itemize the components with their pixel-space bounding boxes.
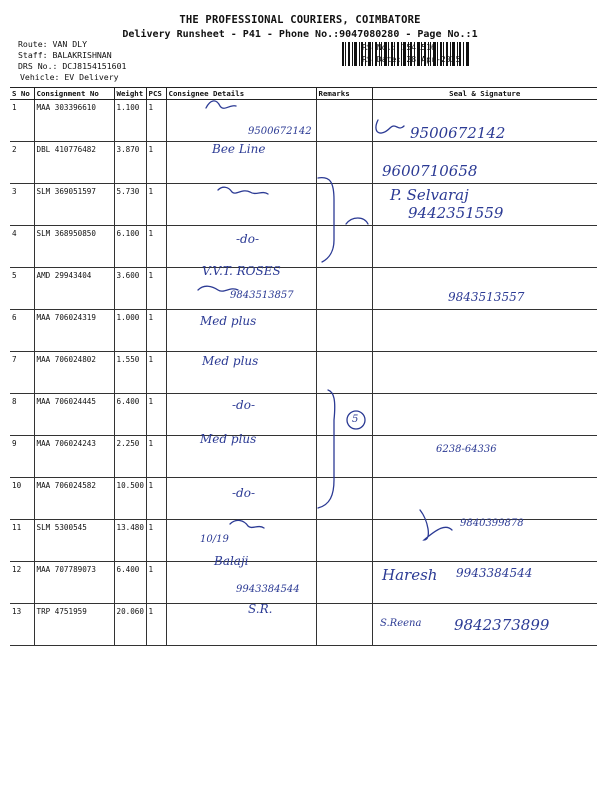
rs-number: RS No.: 1541516 [362, 42, 436, 52]
handwritten-consignee: Balaji [214, 554, 249, 568]
col-header-sno: S No [10, 88, 34, 100]
cell-sno: 5 [10, 268, 34, 310]
col-header-remarks: Remarks [316, 88, 372, 100]
handwritten-signature: Haresh [382, 566, 438, 584]
cell-pcs: 1 [146, 184, 166, 226]
cell-sno: 12 [10, 562, 34, 604]
cell-consignment: MAA 706024243 [34, 436, 114, 478]
cell-sno: 8 [10, 394, 34, 436]
table-row [10, 478, 597, 520]
handwritten-phone: 9442351559 [408, 204, 504, 222]
cell-pcs: 1 [146, 478, 166, 520]
handwritten-signature: P. Selvaraj [390, 186, 469, 204]
cell-weight: 6.400 [114, 562, 146, 604]
cell-weight: 1.100 [114, 100, 146, 142]
cell-weight: 1.550 [114, 352, 146, 394]
handwritten-phone: 9600710658 [382, 162, 478, 180]
cell-consignment: SLM 369051597 [34, 184, 114, 226]
handwritten-phone: 9843513857 [230, 290, 294, 301]
handwritten-phone: 9500672142 [410, 124, 506, 142]
cell-remarks [316, 562, 372, 604]
table-row [10, 184, 597, 226]
cell-sno: 10 [10, 478, 34, 520]
staff-label: Staff: BALAKRISHNAN [18, 50, 112, 60]
cell-signature [372, 478, 597, 520]
handwritten-consignee: S.R. [248, 602, 273, 616]
table-header-row [10, 88, 597, 100]
cell-remarks [316, 604, 372, 646]
col-header-signature: Seal & Signature [372, 88, 597, 100]
cell-consignment: AMD 29943404 [34, 268, 114, 310]
cell-signature [372, 226, 597, 268]
table-row [10, 436, 597, 478]
cell-pcs: 1 [146, 394, 166, 436]
handwritten-phone: 9943384544 [456, 566, 533, 580]
cell-pcs: 1 [146, 142, 166, 184]
cell-pcs: 1 [146, 520, 166, 562]
cell-consignment: MAA 707789073 [34, 562, 114, 604]
cell-weight: 10.500 [114, 478, 146, 520]
cell-remarks [316, 352, 372, 394]
cell-weight: 1.000 [114, 310, 146, 352]
cell-weight: 3.870 [114, 142, 146, 184]
table-row [10, 310, 597, 352]
cell-sno: 1 [10, 100, 34, 142]
rs-date: RS Date: 28-Apr-2025 [362, 54, 461, 64]
handwritten-consignee: 10/19 [200, 534, 229, 545]
handwritten-phone: 9943384544 [236, 584, 300, 595]
cell-signature [372, 352, 597, 394]
route-label: Route: VAN DLY [18, 39, 88, 49]
cell-weight: 5.730 [114, 184, 146, 226]
cell-weight: 2.250 [114, 436, 146, 478]
cell-remarks [316, 226, 372, 268]
handwritten-ditto: -do- [232, 398, 256, 412]
col-header-weight: Weight [114, 88, 146, 100]
cell-consignment: MAA 706024802 [34, 352, 114, 394]
cell-weight: 13.480 [114, 520, 146, 562]
vehicle-label: Vehicle: EV Delivery [20, 72, 119, 82]
cell-sno: 13 [10, 604, 34, 646]
cell-pcs: 1 [146, 268, 166, 310]
table-row [10, 226, 597, 268]
cell-sno: 9 [10, 436, 34, 478]
cell-remarks [316, 184, 372, 226]
cell-consignment: MAA 706024582 [34, 478, 114, 520]
cell-remarks [316, 268, 372, 310]
cell-sno: 11 [10, 520, 34, 562]
handwritten-ditto: -do- [236, 232, 260, 246]
cell-remarks [316, 310, 372, 352]
cell-signature [372, 310, 597, 352]
handwritten-consignee: Med plus [202, 354, 259, 368]
table-row [10, 394, 597, 436]
col-header-consignment: Consignment No [34, 88, 114, 100]
cell-remarks [316, 520, 372, 562]
handwritten-phone: 9843513557 [448, 290, 525, 304]
cell-consignment: MAA 706024445 [34, 394, 114, 436]
cell-sno: 2 [10, 142, 34, 184]
handwritten-phone: 6238-64336 [436, 444, 497, 455]
cell-weight: 6.100 [114, 226, 146, 268]
cell-sno: 4 [10, 226, 34, 268]
cell-pcs: 1 [146, 436, 166, 478]
cell-pcs: 1 [146, 310, 166, 352]
page-subtitle: Delivery Runsheet - P41 - Phone No.:9047080280 - Page No.:1 [122, 29, 478, 40]
handwritten-consignee: Med plus [200, 432, 257, 446]
cell-signature [372, 394, 597, 436]
handwritten-signature: S.Reena [380, 618, 422, 629]
cell-pcs: 1 [146, 562, 166, 604]
col-header-consignee: Consignee Details [166, 88, 316, 100]
handwritten-consignee: Med plus [200, 314, 257, 328]
cell-signature [372, 436, 597, 478]
cell-pcs: 1 [146, 226, 166, 268]
cell-weight: 3.600 [114, 268, 146, 310]
col-header-pcs: PCS [146, 88, 166, 100]
runsheet-table [10, 87, 597, 646]
cell-pcs: 1 [146, 352, 166, 394]
cell-consignment: SLM 5300545 [34, 520, 114, 562]
cell-pcs: 1 [146, 100, 166, 142]
cell-pcs: 1 [146, 604, 166, 646]
cell-remarks [316, 436, 372, 478]
cell-remarks [316, 142, 372, 184]
handwritten-phone: 9842373899 [454, 616, 550, 634]
cell-remarks [316, 394, 372, 436]
cell-sno: 6 [10, 310, 34, 352]
handwritten-consignee: Bee Line [212, 142, 266, 156]
handwritten-consignee: V.V.T. ROSES [202, 264, 281, 278]
cell-remarks [316, 478, 372, 520]
cell-consignment: TRP 4751959 [34, 604, 114, 646]
cell-consignee [166, 184, 316, 226]
table-row [10, 352, 597, 394]
cell-weight: 6.400 [114, 394, 146, 436]
cell-consignment: MAA 303396610 [34, 100, 114, 142]
cell-weight: 20.060 [114, 604, 146, 646]
cell-consignment: SLM 368950850 [34, 226, 114, 268]
cell-sno: 7 [10, 352, 34, 394]
handwritten-ditto: -do- [232, 486, 256, 500]
cell-remarks [316, 100, 372, 142]
handwritten-remark: 5 [352, 414, 359, 425]
handwritten-phone: 9840399878 [460, 518, 524, 529]
cell-consignee [166, 604, 316, 646]
handwritten-phone: 9500672142 [248, 126, 312, 137]
cell-consignment: MAA 706024319 [34, 310, 114, 352]
cell-sno: 3 [10, 184, 34, 226]
table-row [10, 142, 597, 184]
drs-number: DRS No.: DCJ8154151601 [18, 61, 127, 71]
page-title: THE PROFESSIONAL COURIERS, COIMBATORE [179, 14, 421, 26]
cell-consignment: DBL 410776482 [34, 142, 114, 184]
